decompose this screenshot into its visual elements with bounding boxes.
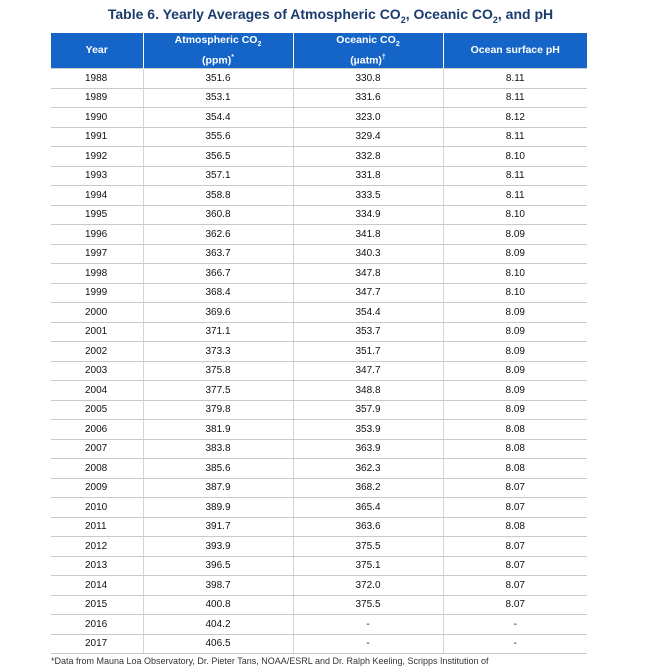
cell-ocean-ph: 8.07 bbox=[443, 537, 587, 557]
cell-oceanic-co2: 333.5 bbox=[293, 186, 443, 206]
cell-year: 2012 bbox=[51, 537, 143, 557]
table-row bbox=[51, 186, 587, 206]
cell-atmospheric-co2: 381.9 bbox=[143, 420, 293, 440]
cell-ocean-ph: 8.07 bbox=[443, 576, 587, 596]
cell-atmospheric-co2: 393.9 bbox=[143, 537, 293, 557]
cell-year: 2015 bbox=[51, 595, 143, 615]
cell-ocean-ph: 8.09 bbox=[443, 244, 587, 264]
cell-ocean-ph: 8.08 bbox=[443, 420, 587, 440]
cell-ocean-ph: 8.07 bbox=[443, 595, 587, 615]
cell-atmospheric-co2: 357.1 bbox=[143, 166, 293, 186]
table-row bbox=[51, 576, 587, 596]
cell-oceanic-co2: 331.8 bbox=[293, 166, 443, 186]
cell-year: 2016 bbox=[51, 615, 143, 635]
cell-year: 1995 bbox=[51, 205, 143, 225]
cell-year: 2014 bbox=[51, 576, 143, 596]
yearly-averages-table bbox=[51, 33, 587, 654]
cell-year: 1999 bbox=[51, 283, 143, 303]
table-row bbox=[51, 439, 587, 459]
cell-oceanic-co2: 347.7 bbox=[293, 361, 443, 381]
title-subscript-1: 2 bbox=[400, 14, 406, 25]
cell-oceanic-co2: 323.0 bbox=[293, 108, 443, 128]
cell-oceanic-co2: 357.9 bbox=[293, 400, 443, 420]
cell-year: 1997 bbox=[51, 244, 143, 264]
cell-year: 2011 bbox=[51, 517, 143, 537]
cell-atmospheric-co2: 368.4 bbox=[143, 283, 293, 303]
cell-year: 2010 bbox=[51, 498, 143, 518]
cell-oceanic-co2: 341.8 bbox=[293, 225, 443, 245]
cell-year: 1991 bbox=[51, 127, 143, 147]
cell-year: 1988 bbox=[51, 69, 143, 89]
table-row bbox=[51, 166, 587, 186]
cell-oceanic-co2: 363.9 bbox=[293, 439, 443, 459]
table-row bbox=[51, 634, 587, 654]
table-row bbox=[51, 322, 587, 342]
cell-atmospheric-co2: 351.6 bbox=[143, 69, 293, 89]
header-year: Year bbox=[51, 33, 143, 69]
cell-oceanic-co2: 348.8 bbox=[293, 381, 443, 401]
cell-oceanic-co2: 331.6 bbox=[293, 88, 443, 108]
cell-ocean-ph: 8.07 bbox=[443, 498, 587, 518]
header-row bbox=[51, 33, 587, 69]
cell-atmospheric-co2: 400.8 bbox=[143, 595, 293, 615]
table-body bbox=[51, 69, 587, 654]
cell-atmospheric-co2: 375.8 bbox=[143, 361, 293, 381]
cell-year: 2003 bbox=[51, 361, 143, 381]
cell-ocean-ph: 8.07 bbox=[443, 478, 587, 498]
table-row bbox=[51, 478, 587, 498]
cell-oceanic-co2: 351.7 bbox=[293, 342, 443, 362]
cell-oceanic-co2: 340.3 bbox=[293, 244, 443, 264]
cell-atmospheric-co2: 389.9 bbox=[143, 498, 293, 518]
cell-oceanic-co2: 375.1 bbox=[293, 556, 443, 576]
table-row bbox=[51, 147, 587, 167]
table-row bbox=[51, 205, 587, 225]
cell-oceanic-co2: 368.2 bbox=[293, 478, 443, 498]
table-row bbox=[51, 88, 587, 108]
table-row bbox=[51, 517, 587, 537]
title-subscript-2: 2 bbox=[492, 14, 498, 25]
table-row bbox=[51, 127, 587, 147]
cell-atmospheric-co2: 363.7 bbox=[143, 244, 293, 264]
cell-atmospheric-co2: 383.8 bbox=[143, 439, 293, 459]
table-row bbox=[51, 615, 587, 635]
cell-oceanic-co2: 353.9 bbox=[293, 420, 443, 440]
cell-year: 1993 bbox=[51, 166, 143, 186]
cell-ocean-ph: 8.07 bbox=[443, 556, 587, 576]
cell-ocean-ph: 8.09 bbox=[443, 361, 587, 381]
title-text-3: , and pH bbox=[497, 6, 554, 22]
table-row bbox=[51, 498, 587, 518]
header-oceanic-co2: Oceanic $CO_2$ (µatm)† bbox=[293, 33, 443, 69]
table-row bbox=[51, 264, 587, 284]
cell-oceanic-co2: - bbox=[293, 634, 443, 654]
cell-atmospheric-co2: 398.7 bbox=[143, 576, 293, 596]
cell-year: 1996 bbox=[51, 225, 143, 245]
cell-atmospheric-co2: 355.6 bbox=[143, 127, 293, 147]
cell-atmospheric-co2: 356.5 bbox=[143, 147, 293, 167]
table-row bbox=[51, 537, 587, 557]
cell-oceanic-co2: 330.8 bbox=[293, 69, 443, 89]
cell-atmospheric-co2: 369.6 bbox=[143, 303, 293, 323]
cell-year: 2004 bbox=[51, 381, 143, 401]
cell-year: 2013 bbox=[51, 556, 143, 576]
cell-oceanic-co2: 375.5 bbox=[293, 537, 443, 557]
cell-ocean-ph: 8.12 bbox=[443, 108, 587, 128]
cell-ocean-ph: 8.09 bbox=[443, 342, 587, 362]
cell-atmospheric-co2: 387.9 bbox=[143, 478, 293, 498]
table-row bbox=[51, 595, 587, 615]
title-text-2: , Oceanic CO bbox=[405, 6, 493, 22]
cell-year: 2017 bbox=[51, 634, 143, 654]
table-row bbox=[51, 381, 587, 401]
table-row bbox=[51, 69, 587, 89]
header-ocean-ph: Ocean surface pH bbox=[443, 33, 587, 69]
cell-ocean-ph: 8.09 bbox=[443, 400, 587, 420]
table-row bbox=[51, 303, 587, 323]
cell-atmospheric-co2: 391.7 bbox=[143, 517, 293, 537]
table-row bbox=[51, 283, 587, 303]
cell-year: 2001 bbox=[51, 322, 143, 342]
cell-ocean-ph: 8.09 bbox=[443, 225, 587, 245]
table-row bbox=[51, 342, 587, 362]
cell-atmospheric-co2: 371.1 bbox=[143, 322, 293, 342]
cell-atmospheric-co2: 362.6 bbox=[143, 225, 293, 245]
cell-ocean-ph: 8.09 bbox=[443, 322, 587, 342]
cell-atmospheric-co2: 353.1 bbox=[143, 88, 293, 108]
cell-oceanic-co2: - bbox=[293, 615, 443, 635]
cell-ocean-ph: 8.10 bbox=[443, 147, 587, 167]
cell-ocean-ph: 8.10 bbox=[443, 264, 587, 284]
cell-ocean-ph: 8.10 bbox=[443, 205, 587, 225]
cell-oceanic-co2: 329.4 bbox=[293, 127, 443, 147]
table-row bbox=[51, 420, 587, 440]
cell-oceanic-co2: 347.7 bbox=[293, 283, 443, 303]
cell-oceanic-co2: 334.9 bbox=[293, 205, 443, 225]
cell-year: 2005 bbox=[51, 400, 143, 420]
table-row bbox=[51, 556, 587, 576]
cell-year: 2008 bbox=[51, 459, 143, 479]
cell-ocean-ph: 8.11 bbox=[443, 127, 587, 147]
cell-ocean-ph: 8.10 bbox=[443, 283, 587, 303]
title-text-1: Table 6. Yearly Averages of Atmospheric CO bbox=[107, 6, 401, 22]
footnote: *Data from Mauna Loa Observatory, Dr. Pieter Tans, NOAA/ESRL and Dr. Ralph Keeling, Scripps Institution of bbox=[51, 656, 489, 666]
header-atmospheric-co2: Atmospheric $CO_2$ (ppm)* bbox=[143, 33, 293, 69]
cell-year: 1992 bbox=[51, 147, 143, 167]
table-row bbox=[51, 400, 587, 420]
cell-oceanic-co2: 363.6 bbox=[293, 517, 443, 537]
cell-atmospheric-co2: 406.5 bbox=[143, 634, 293, 654]
cell-atmospheric-co2: 377.5 bbox=[143, 381, 293, 401]
table-row bbox=[51, 459, 587, 479]
cell-year: 2002 bbox=[51, 342, 143, 362]
cell-oceanic-co2: 353.7 bbox=[293, 322, 443, 342]
table-row bbox=[51, 225, 587, 245]
cell-oceanic-co2: 365.4 bbox=[293, 498, 443, 518]
cell-atmospheric-co2: 366.7 bbox=[143, 264, 293, 284]
cell-oceanic-co2: 372.0 bbox=[293, 576, 443, 596]
cell-ocean-ph: 8.11 bbox=[443, 88, 587, 108]
cell-year: 1990 bbox=[51, 108, 143, 128]
cell-year: 2007 bbox=[51, 439, 143, 459]
cell-atmospheric-co2: 404.2 bbox=[143, 615, 293, 635]
cell-year: 2006 bbox=[51, 420, 143, 440]
cell-year: 2000 bbox=[51, 303, 143, 323]
cell-oceanic-co2: 347.8 bbox=[293, 264, 443, 284]
cell-ocean-ph: - bbox=[443, 615, 587, 635]
cell-oceanic-co2: 354.4 bbox=[293, 303, 443, 323]
cell-year: 1989 bbox=[51, 88, 143, 108]
cell-ocean-ph: 8.11 bbox=[443, 166, 587, 186]
cell-ocean-ph: 8.11 bbox=[443, 186, 587, 206]
cell-ocean-ph: 8.09 bbox=[443, 381, 587, 401]
cell-atmospheric-co2: 396.5 bbox=[143, 556, 293, 576]
cell-atmospheric-co2: 358.8 bbox=[143, 186, 293, 206]
cell-ocean-ph: 8.08 bbox=[443, 439, 587, 459]
table-row bbox=[51, 108, 587, 128]
cell-year: 2009 bbox=[51, 478, 143, 498]
cell-atmospheric-co2: 373.3 bbox=[143, 342, 293, 362]
cell-atmospheric-co2: 379.8 bbox=[143, 400, 293, 420]
cell-ocean-ph: - bbox=[443, 634, 587, 654]
cell-oceanic-co2: 375.5 bbox=[293, 595, 443, 615]
table-row bbox=[51, 244, 587, 264]
cell-atmospheric-co2: 385.6 bbox=[143, 459, 293, 479]
table-row bbox=[51, 361, 587, 381]
cell-ocean-ph: 8.08 bbox=[443, 459, 587, 479]
cell-atmospheric-co2: 360.8 bbox=[143, 205, 293, 225]
cell-ocean-ph: 8.08 bbox=[443, 517, 587, 537]
cell-oceanic-co2: 362.3 bbox=[293, 459, 443, 479]
cell-oceanic-co2: 332.8 bbox=[293, 147, 443, 167]
table-title bbox=[0, 6, 661, 25]
cell-year: 1994 bbox=[51, 186, 143, 206]
cell-atmospheric-co2: 354.4 bbox=[143, 108, 293, 128]
cell-ocean-ph: 8.09 bbox=[443, 303, 587, 323]
cell-ocean-ph: 8.11 bbox=[443, 69, 587, 89]
cell-year: 1998 bbox=[51, 264, 143, 284]
